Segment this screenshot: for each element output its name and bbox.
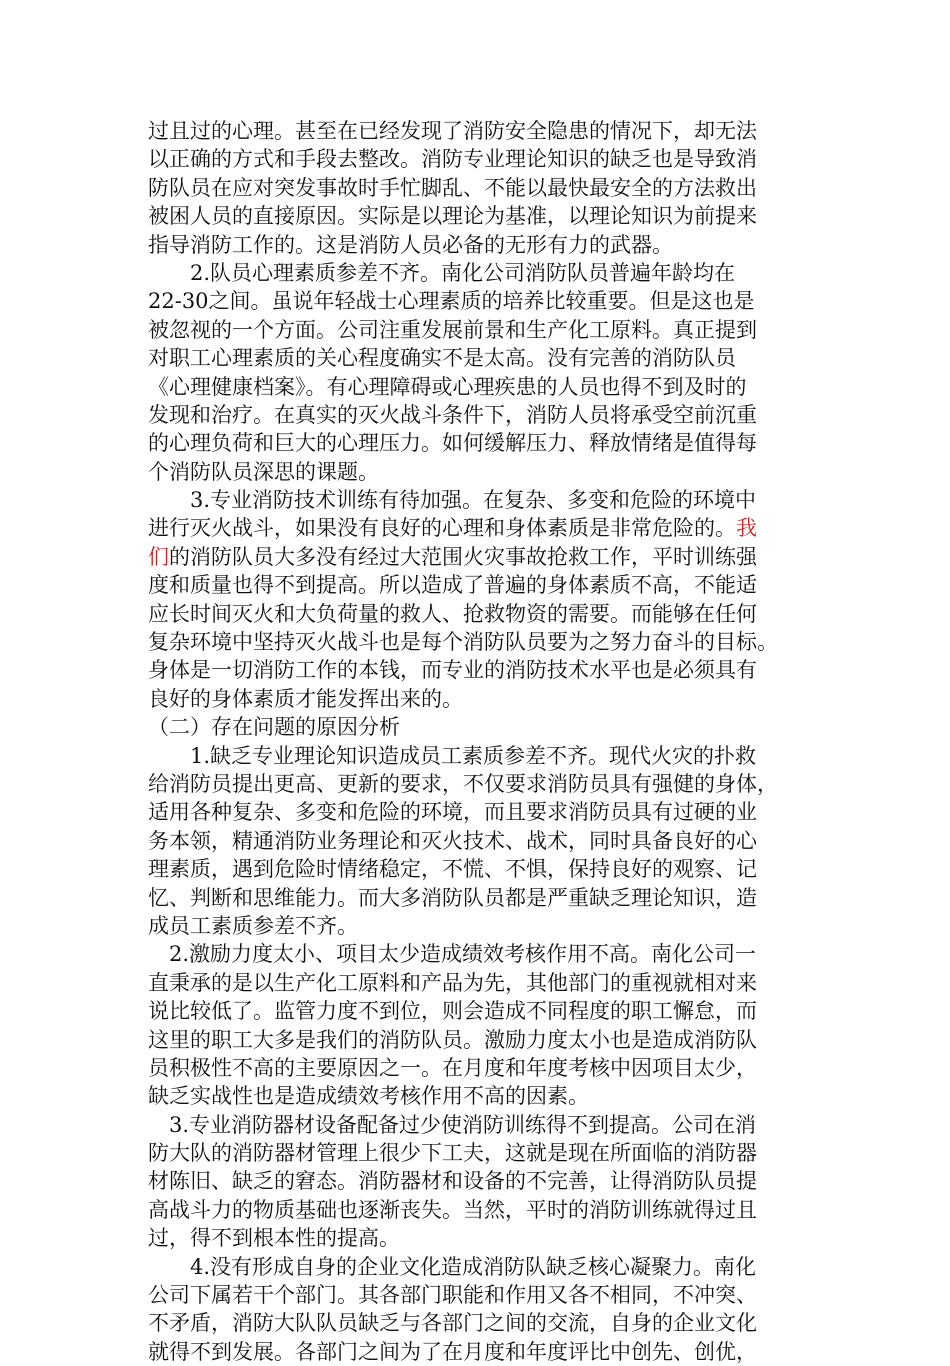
- highlighted-text: 我: [736, 516, 757, 541]
- text-line: 《心理健康档案》。有心理障碍或心理疾患的人员也得不到及时的: [148, 374, 747, 399]
- text-line: 1.缺乏专业理论知识造成员工素质参差不齐。现代火灾的扑救: [148, 743, 757, 768]
- text-line: 应长时间灭火和大负荷量的救人、抢救物资的需要。而能够在任何: [148, 601, 757, 626]
- text-line: 2.激励力度太小、项目太少造成绩效考核作用不高。南化公司一: [148, 942, 757, 967]
- text-line: [148, 543, 808, 571]
- text-line: 良好的身体素质才能发挥出来的。: [148, 686, 463, 711]
- text-line: [148, 514, 808, 542]
- text-line: 给消防员提出更高、更新的要求，不仅要求消防员具有强健的身体，: [148, 771, 778, 796]
- text-line: 过且过的心理。甚至在已经发现了消防安全隐患的情况下，却无法: [148, 119, 757, 143]
- text-line: 被忽视的一个方面。公司注重发展前景和生产化工原料。真正提到: [148, 317, 757, 342]
- text-fragment: 进行灭火战斗，如果没有良好的心理和身体素质是非常危险的。: [148, 516, 736, 541]
- highlighted-text: 们: [148, 544, 169, 569]
- section-heading: （二）存在问题的原因分析: [148, 715, 400, 740]
- text-line: 适用各种复杂、多变和危险的环境，而且要求消防员具有过硬的业: [148, 800, 757, 825]
- text-line: 复杂环境中坚持灭火战斗也是每个消防队员要为之努力奋斗的目标。: [148, 630, 778, 655]
- text-line: 这里的职工大多是我们的消防队员。激励力度太小也是造成消防队: [148, 1027, 757, 1052]
- text-line: 防大队的消防器材管理上很少下工夫，这就是现在所面临的消防器: [148, 1141, 757, 1166]
- text-line: 个消防队员深思的课题。: [148, 459, 379, 484]
- text-line: 身体是一切消防工作的本钱，而专业的消防技术水平也是必须具有: [148, 658, 757, 683]
- text-line: 3.专业消防器材设备配备过少使消防训练得不到提高。公司在消: [148, 1112, 757, 1137]
- text-line: 22-30之间。虽说年轻战士心理素质的培养比较重要。但是这也是: [148, 289, 755, 314]
- text-line: 2.队员心理素质参差不齐。南化公司消防队员普遍年龄均在: [148, 260, 736, 285]
- text-line: 就得不到发展。各部门之间为了在月度和年度评比中创先、创优，: [148, 1339, 757, 1364]
- text-line: 说比较低了。监管力度不到位，则会造成不同程度的职工懈怠，而: [148, 999, 757, 1024]
- text-fragment: 的消防队员大多没有经过大范围火灾事故抢救工作，平时训练强: [169, 544, 757, 569]
- text-line: 忆、判断和思维能力。而大多消防队员都是严重缺乏理论知识，造: [148, 885, 757, 910]
- text-line: 4.没有形成自身的企业文化造成消防队缺乏核心凝聚力。南化: [148, 1254, 757, 1279]
- text-line: 防队员在应对突发事故时手忙脚乱、不能以最快最安全的方法救出: [148, 175, 757, 200]
- text-line: 成员工素质参差不齐。: [148, 913, 358, 938]
- text-line: 缺乏实战性也是造成绩效考核作用不高的因素。: [148, 1084, 589, 1109]
- text-line: 高战斗力的物质基础也逐渐丧失。当然，平时的消防训练就得过且: [148, 1197, 757, 1222]
- text-line: 公司下属若干个部门。其各部门职能和作用又各不相同，不冲突、: [148, 1283, 757, 1308]
- document-body: [148, 117, 808, 1366]
- text-line: 理素质，遇到危险时情绪稳定，不慌、不惧，保持良好的观察、记: [148, 857, 757, 882]
- text-line: 以正确的方式和手段去整改。消防专业理论知识的缺乏也是导致消: [148, 147, 757, 172]
- text-line: 直秉承的是以生产化工原料和产品为先，其他部门的重视就相对来: [148, 970, 757, 995]
- text-line: 的心理负荷和巨大的心理压力。如何缓解压力、释放情绪是值得每: [148, 431, 757, 456]
- text-line: 度和质量也得不到提高。所以造成了普遍的身体素质不高，不能适: [148, 573, 757, 598]
- text-line: 发现和治疗。在真实的灭火战斗条件下，消防人员将承受空前沉重: [148, 402, 757, 427]
- text-line: 员积极性不高的主要原因之一。在月度和年度考核中因项目太少，: [148, 1055, 757, 1080]
- text-line: 对职工心理素质的关心程度确实不是太高。没有完善的消防队员: [148, 346, 736, 371]
- text-line: 指导消防工作的。这是消防人员必备的无形有力的武器。: [148, 232, 673, 257]
- text-line: 3.专业消防技术训练有待加强。在复杂、多变和危险的环境中: [148, 488, 757, 513]
- text-line: 过，得不到根本性的提高。: [148, 1226, 400, 1251]
- text-line: 务本领，精通消防业务理论和灭火技术、战术，同时具备良好的心: [148, 828, 757, 853]
- text-line: 不矛盾，消防大队队员缺乏与各部门之间的交流，自身的企业文化: [148, 1311, 757, 1336]
- text-line: 被困人员的直接原因。实际是以理论为基准，以理论知识为前提来: [148, 204, 757, 229]
- text-line: 材陈旧、缺乏的窘态。消防器材和设备的不完善，让得消防队员提: [148, 1169, 757, 1194]
